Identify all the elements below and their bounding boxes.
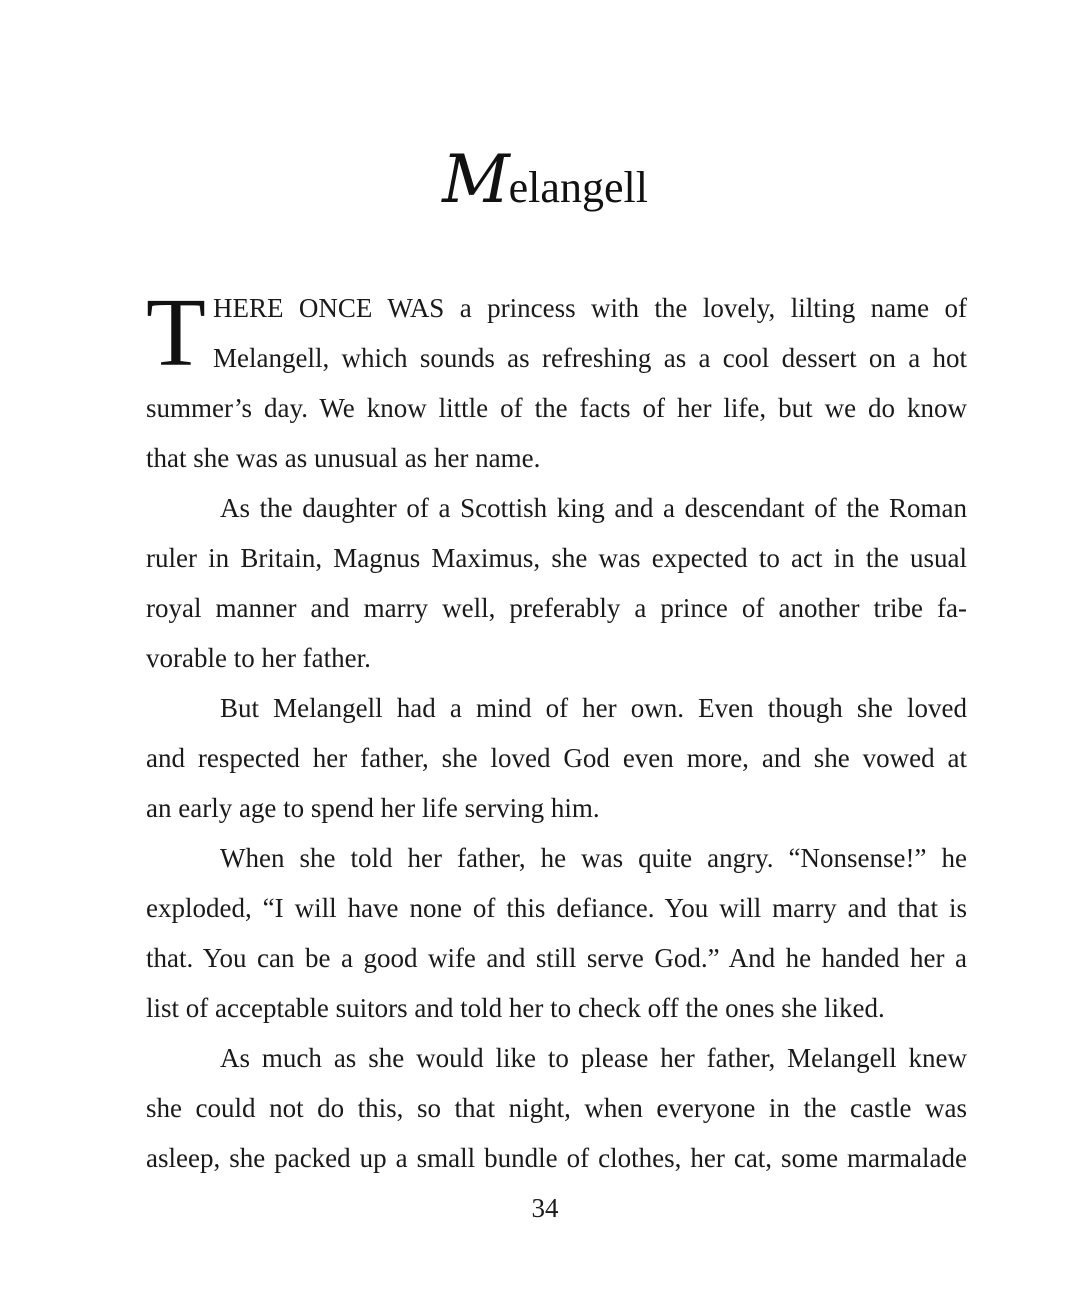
text-line: Melangell, which sounds as refreshing as a cool dessert on a hot xyxy=(213,343,967,373)
text-line: As the daughter of a Scottish king and a descendant of the Roman xyxy=(220,493,967,523)
text-line: asleep, she packed up a small bundle of clothes, her cat, some marmalade xyxy=(146,1143,967,1173)
text-line: and respected her father, she loved God even more, and she vowed at xyxy=(146,743,967,773)
text-line: royal manner and marry well, preferably a prince of another tribe fa- xyxy=(146,593,967,623)
chapter-title-rest: elangell xyxy=(508,163,648,212)
text-line: HERE ONCE WAS a princess with the lovely, lilting name of xyxy=(213,293,967,323)
text-line: summer’s day. We know little of the facts of her life, but we do know xyxy=(146,393,967,423)
text-line: exploded, “I will have none of this defiance. You will marry and that is xyxy=(146,893,967,923)
text-line: As much as she would like to please her father, Melangell knew xyxy=(220,1043,967,1073)
body-text xyxy=(146,279,967,1183)
text-line: that. You can be a good wife and still serve God.” And he handed her a xyxy=(146,943,967,973)
text-lines xyxy=(146,279,967,1183)
text-line: she could not do this, so that night, when everyone in the castle was xyxy=(146,1093,967,1123)
text-line: an early age to spend her life serving him. xyxy=(146,793,600,823)
text-line: list of acceptable suitors and told her to check off the ones she liked. xyxy=(146,993,885,1023)
page-number: 34 xyxy=(531,1193,559,1223)
text-line: that she was as unusual as her name. xyxy=(146,443,541,473)
text-line: vorable to her father. xyxy=(146,643,371,673)
text-line: But Melangell had a mind of her own. Even though she loved xyxy=(220,693,967,723)
text-line: ruler in Britain, Magnus Maximus, she was expected to act in the usual xyxy=(146,543,967,573)
chapter-title xyxy=(0,140,1090,228)
drop-cap: T xyxy=(146,279,206,387)
chapter-title-initial: M xyxy=(442,141,508,218)
text-line: When she told her father, he was quite angry. “Nonsense!” he xyxy=(220,843,967,873)
